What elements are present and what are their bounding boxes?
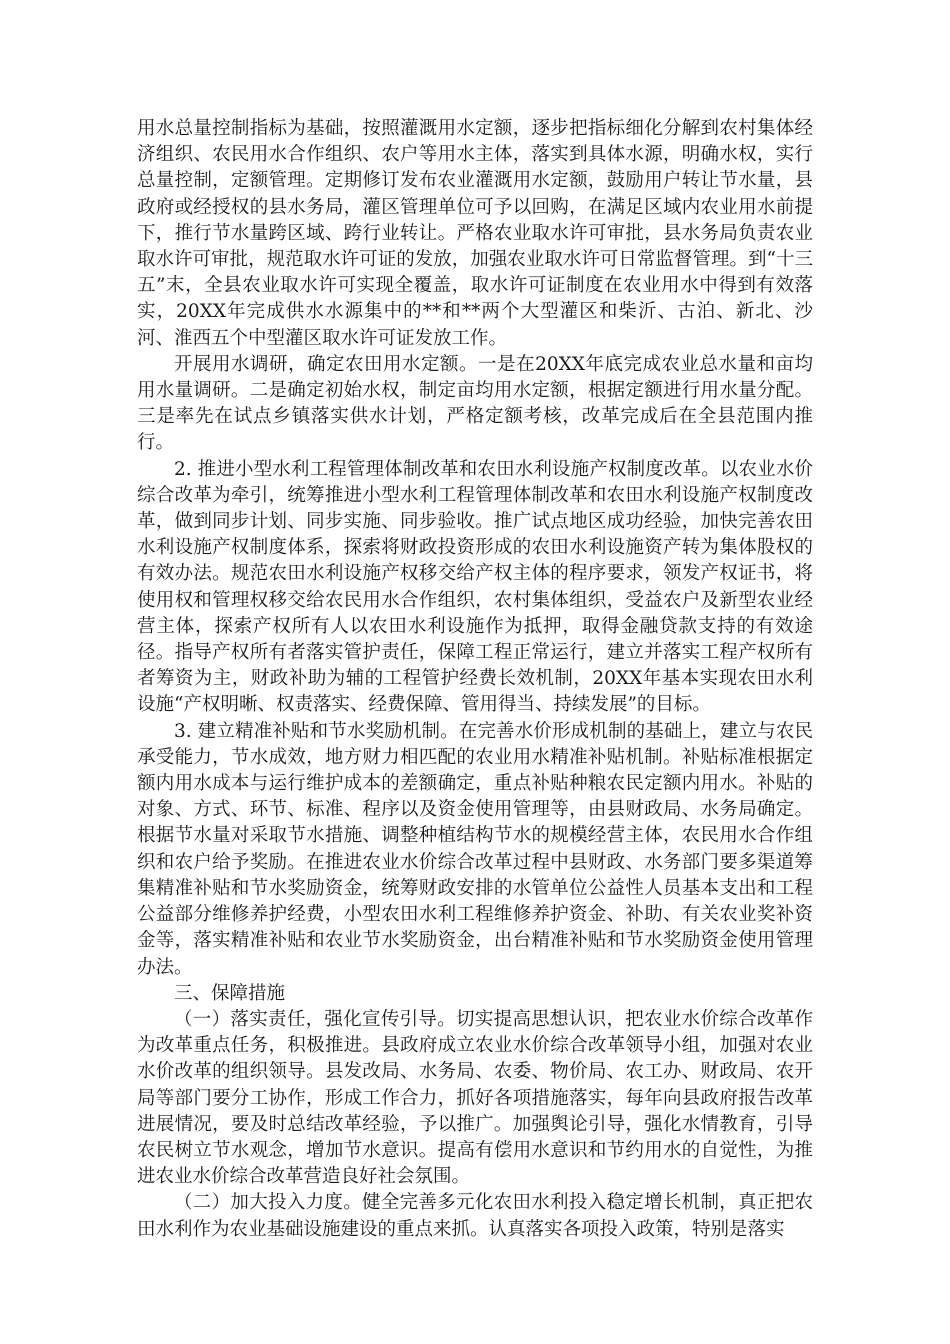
paragraph-water-survey: 开展用水调研，确定农田用水定额。一是在20XX年底完成农业总水量和亩均用水量调研。二是确定初始水权，制定亩均用水定额，根据定额进行用水量分配。三是率先在试点乡镇落实供水计划，严格定额考核，改革完成后在全县范围内推行。 <box>137 353 813 454</box>
document-page <box>137 116 813 1243</box>
paragraph-safeguard-2: （二）加大投入力度。健全完善多元化农田水利投入稳定增长机制，真正把农田水利作为农业基础设施建设的重点来抓。认真落实各项投入政策，特别是落实 <box>137 1192 813 1240</box>
section-heading-safeguards: 三、保障措施 <box>174 982 286 1004</box>
paragraph-item-3-subsidy: 3. 建立精准补贴和节水奖励机制。在完善水价形成机制的基础上，建立与农民承受能力，节水成效，地方财力相匹配的农业用水精准补贴机制。补贴标准根据定额内用水成本与运行维护成本的差额确定，重点补贴种粮农民定额内用水。补贴的对象、方式、环节、标准、程序以及资金使用管理等，由县财政局、水务局确定。根据节水量对采取节水措施、调整种植结构节水的规模经营主体，农民用水合作组织和农户给予奖励。在推进农业水价综合改革过程中县财政、水务部门要多渠道筹集精准补贴和节水奖励资金，统筹财政安排的水管单位公益性人员基本支出和工程公益部分维修养护经费，小型农田水利工程维修养护资金、补助、有关农业奖补资金等，落实精准补贴和农业节水奖励资金，出台精准补贴和节水奖励资金使用管理办法。 <box>137 720 813 978</box>
paragraph-safeguard-1: （一）落实责任，强化宣传引导。切实提高思想认识，把农业水价综合改革作为改革重点任务，积极推进。县政府成立农业水价综合改革领导小组，加强对农业水价改革的组织领导。县发改局、水务局、农委、物价局、农工办、财政局、农开局等部门要分工协作，形成工作合力，抓好各项措施落实，每年向县政府报告改革进展情况，要及时总结改革经验，予以推广。加强舆论引导，强化水情教育，引导农民树立节水观念，增加节水意识。提高有偿用水意识和节约用水的自觉性，为推进农业水价综合改革营造良好社会氛围。 <box>137 1008 813 1188</box>
paragraph-item-2-reform: 2. 推进小型水利工程管理体制改革和农田水利设施产权制度改革。以农业水价综合改革为牵引，统筹推进小型水利工程管理体制改革和农田水利设施产权制度改革，做到同步计划、同步实施、同步验收。推广试点地区成功经验，加快完善农田水利设施产权制度体系，探索将财政投资形成的农田水利设施资产转为集体股权的有效办法。规范农田水利设施产权移交给产权主体的程序要求，领发产权证书，将使用权和管理权移交给农民用水合作组织，农村集体组织，受益农户及新型农业经营主体，探索产权所有人以农田水利设施作为抵押，取得金融贷款支持的有效途径。指导产权所有者落实管护责任，保障工程正常运行，建立并落实工程产权所有者筹资为主，财政补助为辅的工程管护经费长效机制，20XX年基本实现农田水利设施“产权明晰、权责落实、经费保障、管用得当、持续发展”的目标。 <box>137 458 813 716</box>
paragraph-water-quota-management: 用水总量控制指标为基础，按照灌溉用水定额，逐步把指标细化分解到农村集体经济组织、农民用水合作组织、农户等用水主体，落实到具体水源，明确水权，实行总量控制，定额管理。定期修订发布农业灌溉用水定额，鼓励用户转让节水量，县政府或经授权的县水务局，灌区管理单位可予以回购，在满足区域内农业用水前提下，推行节水量跨区域、跨行业转让。严格农业取水许可审批，县水务局负责农业取水许可审批，规范取水许可证的发放，加强农业取水许可日常监督管理。到“十三五”末，全县农业取水许可实现全覆盖，取水许可证制度在农业用水中得到有效落实，20XX年完成供水水源集中的**和**两个大型灌区和柴沂、古泊、新北、沙河、淮西五个中型灌区取水许可证发放工作。 <box>137 118 813 349</box>
